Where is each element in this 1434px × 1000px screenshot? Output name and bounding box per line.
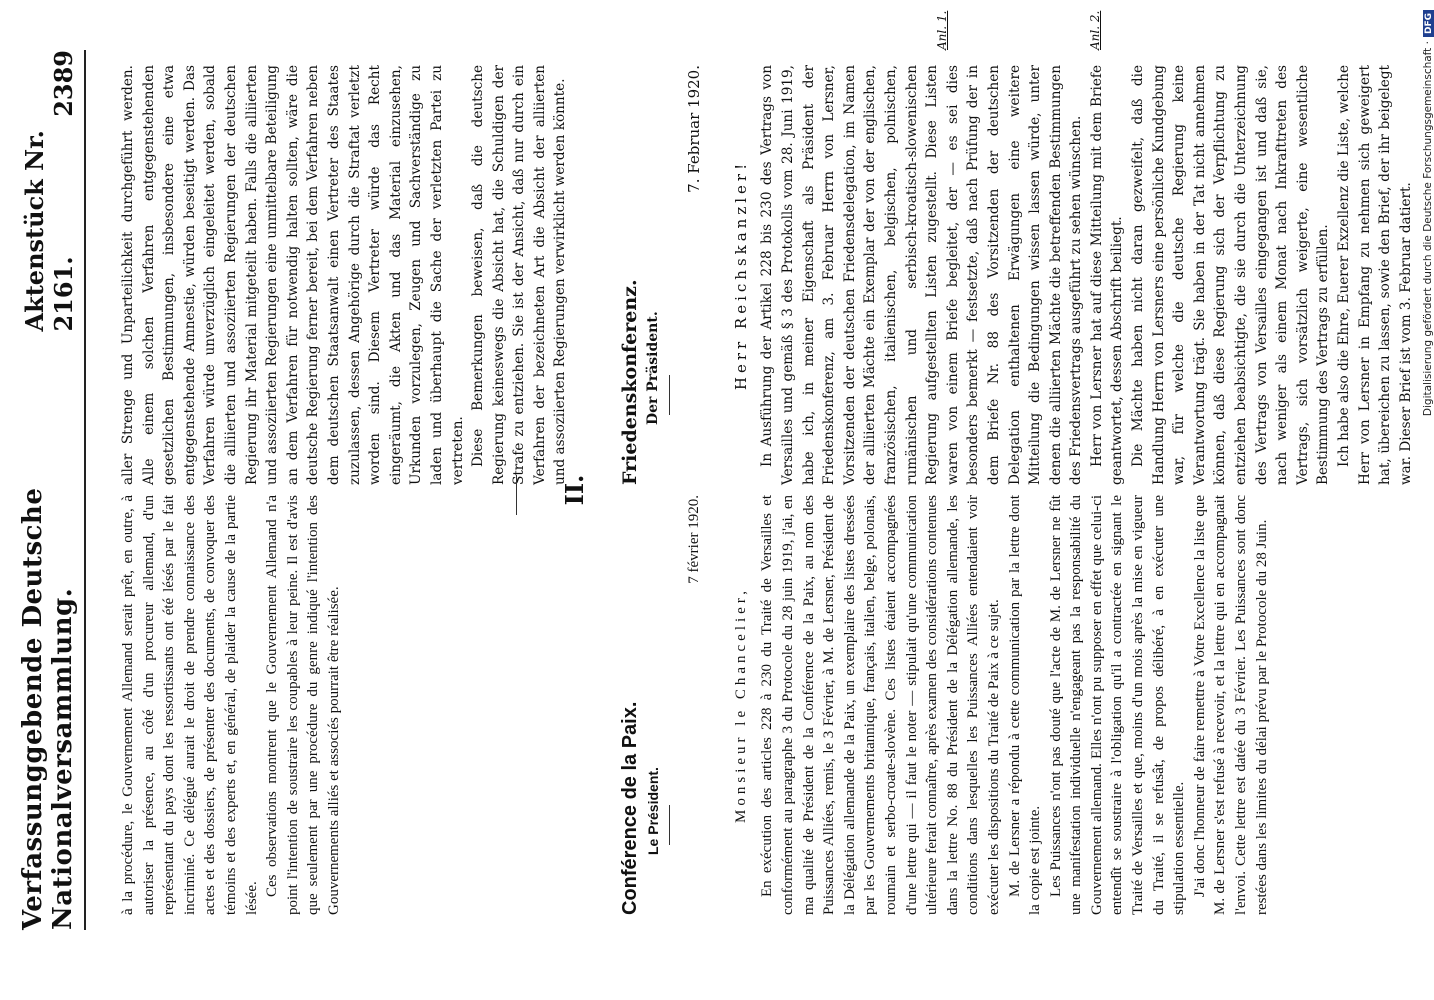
funding-strip bbox=[1418, 0, 1434, 1000]
heading-rule bbox=[669, 375, 670, 415]
paragraph: Die Mächte haben nicht daran gezweifelt, daß die Handlung Herrn von Lersners eine persönliche Kundgebung war, für welche die deutsche Regierung keine Verantwortung trägt. Sie haben in der Tat nicht annehmen können, daß diese Regierung sich der Verpflichtung zu entziehen beabsichtigte, die sie durch die Unterzeichnung des Vertrags von Versailles eingegangen ist und daß sie, nach weniger als einem Monat nach Inkrafttreten des Vertrags, sich vorsätzlich weigerte, eine wesentliche Bestimmung des Vertrags zu erfüllen. bbox=[1130, 65, 1332, 485]
paragraph: Diese Bemerkungen beweisen, daß die deutsche Regierung keineswegs die Absicht hat, die Schuldigen der Strafe zu entziehen. Sie ist der Ansicht, daß nur durch ein Verfahren der bezeichneten Art die Absicht der alliierten und assoziierten Regierungen verwirklicht werden könnte. bbox=[470, 65, 569, 485]
margin-note-anl1: Anl. 1. bbox=[935, 10, 949, 50]
dfg-logo: DFG bbox=[1423, 10, 1434, 37]
letter-date: 7. Februar 1920. bbox=[685, 65, 704, 193]
president-heading: Der Präsident. bbox=[644, 311, 661, 425]
conference-heading: Friedenskonferenz. bbox=[619, 279, 641, 485]
paragraph: En exécution des articles 228 à 230 du Traité de Versailles et conformément au paragraphe 3 du Protocole du 28 juin 1919, j'ai, en ma qualité de Président de la Conférence de la Paix, au nom des Puissances Alliées, remis, le 3 Février, à M. de Lersner, Président de la Délégation allemande de la Paix, un exemplaire des listes dressées par les Gouvernements britannique, français, italien, belge, polonais, roumain et serbo-croate-slovène. Ces listes étaient accompagnées d'une lettre qui — il faut le noter — stipulait qu'une communication ultérieure ferait connaître, après examen des considérations contenues dans la lettre No. 88 du Président de la Délégation allemande, les conditions dans lesquelles les Puissances Alliées entendaient voir exécuter les dispositions du Traité de Paix à ce sujet. bbox=[759, 495, 1002, 915]
margin-note-anl2: Anl. 2. bbox=[1088, 10, 1102, 50]
paragraph: Ich habe also die Ehre, Euerer Exzellenz die Liste, welche Herr von Lersner in Empfang zu nehmen sich geweigert hat, übereichen zu lassen, sowie den Brief, der ihr beigelegt war. Dieser Brief ist vom 3. Februar datiert. bbox=[1336, 65, 1414, 485]
funding-text: Digitalisierung gefördert durch die Deutsche Forschungsgemeinschaft · bbox=[1422, 41, 1434, 417]
french-text-continued bbox=[118, 495, 448, 915]
page-number: 2389 bbox=[49, 50, 78, 117]
salutation: Monsieur le Chancelier, bbox=[732, 587, 749, 823]
letter-date: 7 février 1920. bbox=[686, 495, 703, 584]
paragraph: Herr von Lersner hat auf diese Mitteilung mit dem Briefe geantwortet, dessen Abschrift beiliegt. bbox=[1088, 65, 1126, 485]
paragraph: à la procédure, le Gouvernement Allemand serait prêt, en outre, à autoriser la présence, au côté d'un procureur allemand, d'un représentant du pays dont les ressortissants ont été lésés par le fait incriminé. Ce délégué aurait le droit de prendre connaissance des actes et des dossiers, de présenter des documents, de convoquer des témoins et des experts et, en général, de plaider la cause de la partie lésée. bbox=[120, 495, 260, 915]
german-letter bbox=[619, 65, 1414, 485]
french-letter bbox=[620, 495, 1380, 915]
paragraph: aller Strenge und Unparteilichkeit durchgeführt werden. Alle einem solchen Verfahren entgegenstehenden gesetzlichen Bestimmungen, insbesondere eine etwa entgegenstehende Amnestie, würden beseitigt werden. Das Verfahren würde unverzüglich eingeleitet werden, sobald die alliierten und assoziierten Regierungen der deutschen Regierung ihr Material mitgeteilt haben. Falls die alliierten und assoziierten Regierungen eine unmittelbare Beteiligung an dem Verfahren für notwendig halten sollten, wäre die deutsche Regierung ferner bereit, bei dem Verfahren neben dem deutschen Staatsanwalt einen Vertreter des Staates zuzulassen, dessen Angehörige durch die Straftat verletzt worden sind. Diesem Vertreter würde das Recht eingeräumt, die Akten und das Material einzusehen, Urkunden vorzulegen, Zeugen und Sachverständige zu laden und überhaupt die Sache der verletzten Partei zu vertreten. bbox=[120, 65, 466, 485]
paragraph: Les Puissances n'ont pas douté que l'acte de M. de Lersner ne fût une manifestation individuelle n'engageant pas la responsabilité du Gouvernement allemand. Elles n'ont pu supposer en effet que celui-ci entendît se soustraire à l'obligation qu'il a contractée en signant le Traité de Versailles et que, moins d'un mois après la mise en vigueur du Traité, il se refusât, de propos délibéré, à en exécuter une stipulation essentielle. bbox=[1047, 495, 1188, 915]
document-number: Aktenstück Nr. 2161. bbox=[20, 130, 78, 332]
conference-heading: Conférence de la Paix. bbox=[619, 701, 641, 915]
president-heading: Le Président. bbox=[644, 767, 661, 855]
section-divider bbox=[516, 475, 517, 515]
section-number: II. bbox=[560, 474, 589, 506]
assembly-title: Verfassunggebende Deutsche Nationalversammlung. bbox=[18, 487, 78, 930]
paragraph: J'ai donc l'honneur de faire remettre à Votre Excellence la liste que M. de Lersner s'est refusé à recevoir, et la lettre qui en accompagnait l'envoi. Cette lettre est datée du 3 Février. Les Puissances sont donc restées dans les limites du délai prévu par le Protocole du 28 Juin. bbox=[1191, 495, 1270, 915]
paragraph: M. de Lersner a répondu à cette communication par la lettre dont la copie est jointe. bbox=[1006, 495, 1044, 915]
german-text-continued bbox=[118, 65, 568, 485]
page-header bbox=[18, 50, 86, 930]
paragraph: In Ausführung der Artikel 228 bis 230 des Vertrags von Versailles und gemäß § 3 des Protokolls vom 28. Juni 1919, habe ich, in meiner Eigenschaft als Präsident der Friedenskonferenz, am 3. Februar Herrn von Lersner, Vorsitzenden der deutschen Friedensdelegation, im Namen der alliierten Mächte ein Exemplar der von der englischen, französischen, italienischen, belgischen, polnischen, rumänischen und serbisch-kroatisch-slowenischen Regierung aufgestellten Listen zugestellt. Diese Listen waren von einem Briefe begleitet, der — es sei dies besonders bemerkt — festsetzte, daß nach Prüfung der in dem Briefe Nr. 88 des Vorsitzenden der deutschen Delegation enthaltenen Erwägungen eine weitere Mitteilung die Bedingungen wissen lassen würde, unter denen die alliierten Mächte die betreffenden Bestimmungen des Friedensvertrags ausgeführt zu sehen wünschen. bbox=[759, 65, 1085, 485]
salutation: Herr Reichskanzler! bbox=[731, 159, 750, 391]
paragraph: Ces observations montrent que le Gouvernement Allemand n'a point l'intention de soustraire les coupables à leur peine. Il est d'avis que seulement par une procédure du genre indiqué l'intention des Gouvernements alliés et associés pourrait être réalisée. bbox=[264, 495, 342, 915]
heading-rule bbox=[669, 805, 670, 845]
funding-notice bbox=[1420, 0, 1434, 1000]
